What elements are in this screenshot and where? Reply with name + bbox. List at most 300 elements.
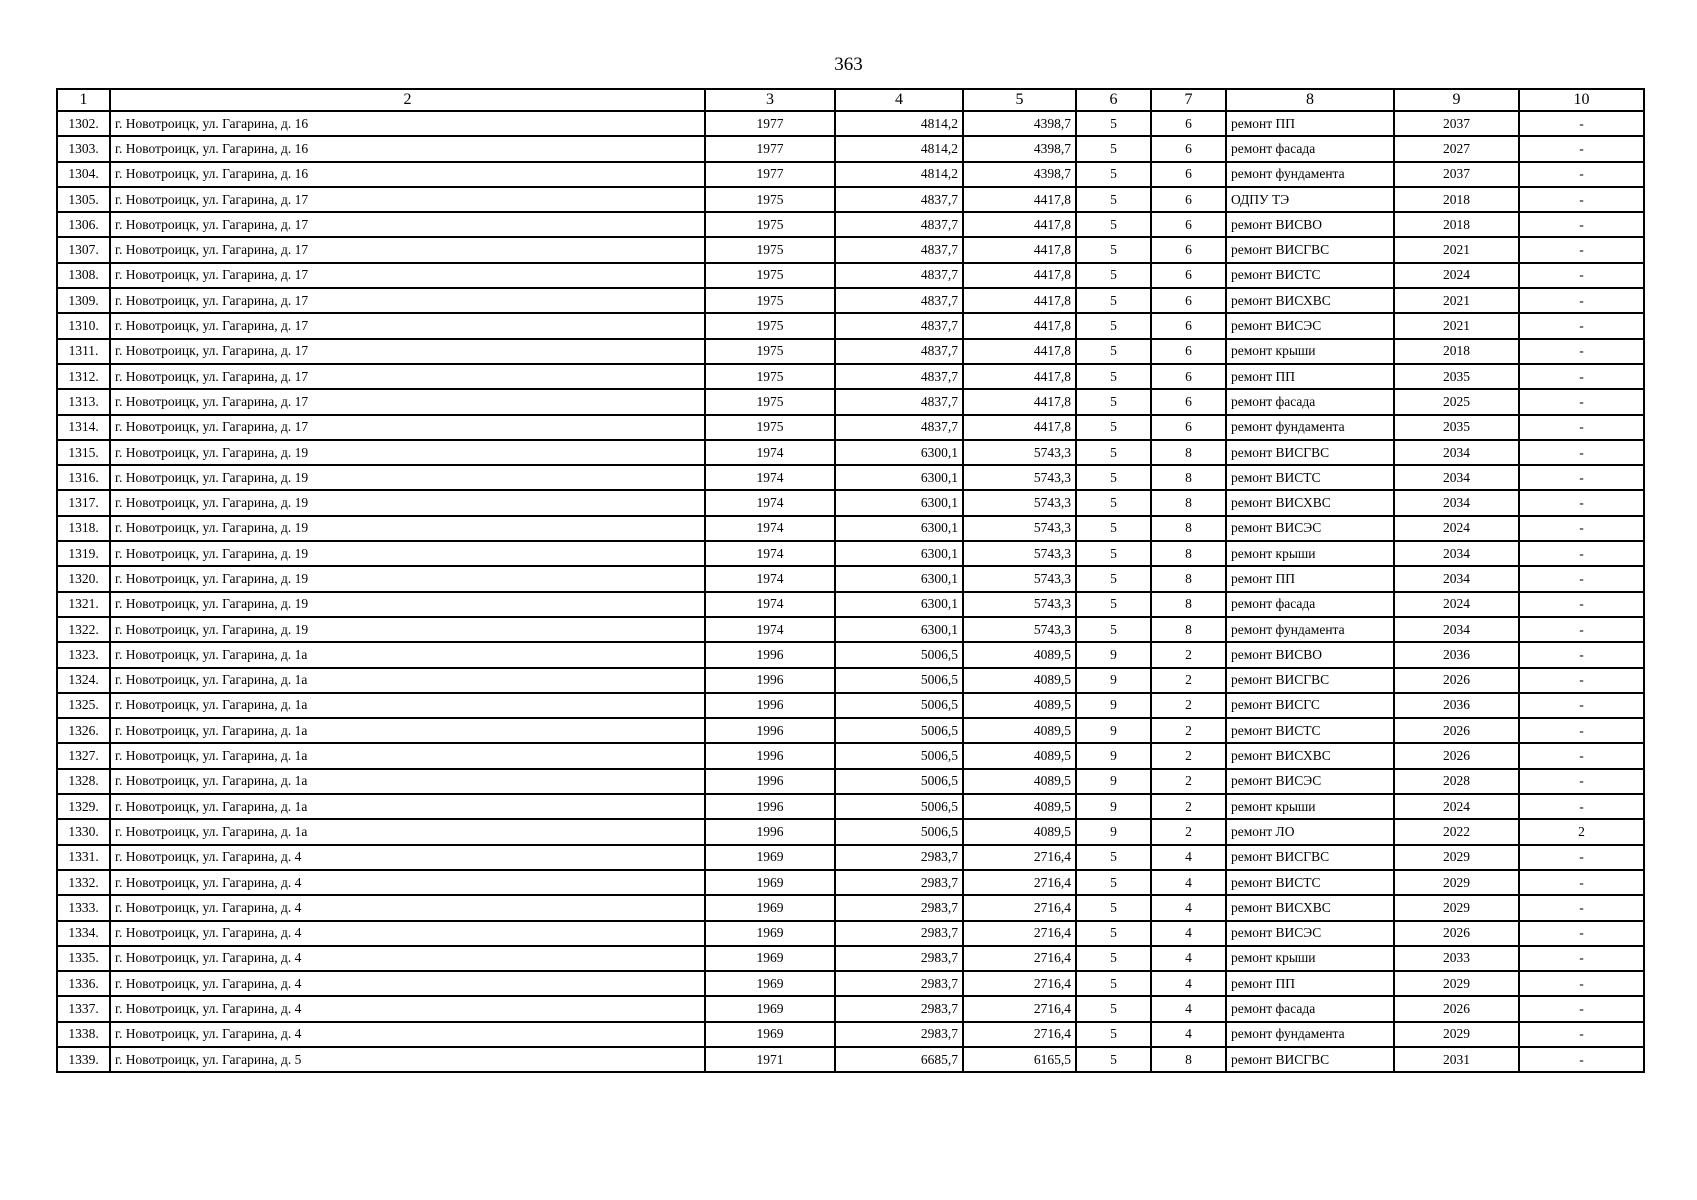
cell-year-built: 1975 [705, 237, 835, 262]
cell-work-type: ремонт крыши [1226, 946, 1394, 971]
cell-year-built: 1974 [705, 490, 835, 515]
cell-year-built: 1975 [705, 187, 835, 212]
cell-floors: 5 [1076, 971, 1151, 996]
cell-row-number: 1312. [57, 364, 110, 389]
column-header-4: 4 [835, 89, 963, 111]
cell-year-built: 1969 [705, 870, 835, 895]
cell-year-built: 1969 [705, 1022, 835, 1047]
cell-value: - [1519, 1022, 1644, 1047]
cell-floors: 5 [1076, 415, 1151, 440]
cell-year-built: 1975 [705, 415, 835, 440]
cell-planned-year: 2026 [1394, 718, 1519, 743]
cell-work-type: ремонт ВИСТС [1226, 465, 1394, 490]
cell-value: - [1519, 895, 1644, 920]
cell-work-type: ремонт фундамента [1226, 617, 1394, 642]
cell-total-area: 6300,1 [835, 440, 963, 465]
cell-row-number: 1321. [57, 592, 110, 617]
cell-address: г. Новотроицк, ул. Гагарина, д. 4 [110, 921, 705, 946]
cell-row-number: 1303. [57, 136, 110, 161]
cell-value: - [1519, 490, 1644, 515]
cell-entrances: 6 [1151, 415, 1226, 440]
table-row [57, 415, 1644, 440]
cell-row-number: 1328. [57, 769, 110, 794]
cell-value: - [1519, 668, 1644, 693]
cell-value: - [1519, 440, 1644, 465]
cell-work-type: ремонт ВИСГВС [1226, 668, 1394, 693]
cell-year-built: 1977 [705, 162, 835, 187]
cell-address: г. Новотроицк, ул. Гагарина, д. 4 [110, 895, 705, 920]
cell-work-type: ремонт ВИСГС [1226, 693, 1394, 718]
cell-year-built: 1975 [705, 288, 835, 313]
cell-floors: 5 [1076, 895, 1151, 920]
cell-planned-year: 2029 [1394, 895, 1519, 920]
cell-year-built: 1996 [705, 693, 835, 718]
table-row [57, 819, 1644, 844]
cell-planned-year: 2018 [1394, 212, 1519, 237]
cell-total-area: 6300,1 [835, 490, 963, 515]
cell-planned-year: 2025 [1394, 389, 1519, 414]
column-header-5: 5 [963, 89, 1076, 111]
cell-planned-year: 2026 [1394, 668, 1519, 693]
cell-living-area: 6165,5 [963, 1047, 1076, 1072]
table-row [57, 794, 1644, 819]
cell-planned-year: 2036 [1394, 693, 1519, 718]
cell-work-type: ремонт ВИСЭС [1226, 516, 1394, 541]
cell-floors: 5 [1076, 339, 1151, 364]
cell-address: г. Новотроицк, ул. Гагарина, д. 17 [110, 415, 705, 440]
cell-total-area: 4837,7 [835, 389, 963, 414]
cell-entrances: 4 [1151, 1022, 1226, 1047]
cell-address: г. Новотроицк, ул. Гагарина, д. 17 [110, 187, 705, 212]
cell-planned-year: 2033 [1394, 946, 1519, 971]
cell-floors: 5 [1076, 162, 1151, 187]
cell-total-area: 2983,7 [835, 1022, 963, 1047]
cell-living-area: 2716,4 [963, 946, 1076, 971]
cell-planned-year: 2022 [1394, 819, 1519, 844]
cell-total-area: 2983,7 [835, 870, 963, 895]
cell-work-type: ОДПУ ТЭ [1226, 187, 1394, 212]
cell-year-built: 1996 [705, 743, 835, 768]
table-row [57, 440, 1644, 465]
cell-address: г. Новотроицк, ул. Гагарина, д. 17 [110, 212, 705, 237]
registry-table [56, 88, 1645, 1073]
cell-work-type: ремонт фундамента [1226, 162, 1394, 187]
cell-entrances: 8 [1151, 490, 1226, 515]
cell-living-area: 4417,8 [963, 339, 1076, 364]
cell-living-area: 4417,8 [963, 415, 1076, 440]
cell-total-area: 5006,5 [835, 819, 963, 844]
cell-row-number: 1310. [57, 313, 110, 338]
cell-row-number: 1338. [57, 1022, 110, 1047]
cell-living-area: 2716,4 [963, 1022, 1076, 1047]
cell-year-built: 1974 [705, 592, 835, 617]
cell-living-area: 2716,4 [963, 845, 1076, 870]
cell-address: г. Новотроицк, ул. Гагарина, д. 19 [110, 440, 705, 465]
cell-floors: 5 [1076, 566, 1151, 591]
cell-total-area: 2983,7 [835, 996, 963, 1021]
table-row [57, 769, 1644, 794]
header-row [57, 89, 1644, 111]
column-header-6: 6 [1076, 89, 1151, 111]
cell-entrances: 4 [1151, 996, 1226, 1021]
cell-work-type: ремонт ВИСХВС [1226, 490, 1394, 515]
cell-value: - [1519, 389, 1644, 414]
cell-entrances: 8 [1151, 566, 1226, 591]
cell-living-area: 4417,8 [963, 364, 1076, 389]
cell-planned-year: 2024 [1394, 794, 1519, 819]
cell-work-type: ремонт ВИСГВС [1226, 1047, 1394, 1072]
cell-living-area: 4398,7 [963, 136, 1076, 161]
cell-value: - [1519, 339, 1644, 364]
cell-year-built: 1977 [705, 111, 835, 136]
table-row [57, 465, 1644, 490]
cell-work-type: ремонт фундамента [1226, 1022, 1394, 1047]
cell-total-area: 5006,5 [835, 668, 963, 693]
cell-value: - [1519, 1047, 1644, 1072]
column-header-2: 2 [110, 89, 705, 111]
cell-entrances: 8 [1151, 541, 1226, 566]
cell-address: г. Новотроицк, ул. Гагарина, д. 1а [110, 819, 705, 844]
cell-floors: 5 [1076, 136, 1151, 161]
cell-work-type: ремонт ПП [1226, 971, 1394, 996]
table-row [57, 592, 1644, 617]
table-row [57, 642, 1644, 667]
cell-year-built: 1996 [705, 819, 835, 844]
table-row [57, 566, 1644, 591]
cell-total-area: 4814,2 [835, 136, 963, 161]
cell-floors: 5 [1076, 212, 1151, 237]
cell-planned-year: 2027 [1394, 136, 1519, 161]
cell-planned-year: 2021 [1394, 237, 1519, 262]
cell-address: г. Новотроицк, ул. Гагарина, д. 19 [110, 516, 705, 541]
table-row [57, 516, 1644, 541]
cell-entrances: 4 [1151, 921, 1226, 946]
cell-entrances: 6 [1151, 187, 1226, 212]
cell-year-built: 1996 [705, 718, 835, 743]
table-row [57, 895, 1644, 920]
cell-year-built: 1996 [705, 794, 835, 819]
cell-planned-year: 2037 [1394, 111, 1519, 136]
cell-total-area: 4837,7 [835, 415, 963, 440]
cell-row-number: 1326. [57, 718, 110, 743]
cell-address: г. Новотроицк, ул. Гагарина, д. 4 [110, 971, 705, 996]
cell-row-number: 1311. [57, 339, 110, 364]
cell-value: - [1519, 946, 1644, 971]
cell-value: - [1519, 415, 1644, 440]
cell-total-area: 4837,7 [835, 364, 963, 389]
table-row [57, 870, 1644, 895]
table-row [57, 237, 1644, 262]
column-header-7: 7 [1151, 89, 1226, 111]
cell-year-built: 1969 [705, 971, 835, 996]
cell-living-area: 4089,5 [963, 794, 1076, 819]
cell-entrances: 2 [1151, 668, 1226, 693]
cell-floors: 9 [1076, 743, 1151, 768]
cell-address: г. Новотроицк, ул. Гагарина, д. 4 [110, 946, 705, 971]
cell-planned-year: 2035 [1394, 364, 1519, 389]
cell-living-area: 4417,8 [963, 212, 1076, 237]
cell-address: г. Новотроицк, ул. Гагарина, д. 17 [110, 389, 705, 414]
cell-floors: 5 [1076, 313, 1151, 338]
table-row [57, 921, 1644, 946]
cell-row-number: 1339. [57, 1047, 110, 1072]
cell-floors: 9 [1076, 668, 1151, 693]
cell-living-area: 4417,8 [963, 187, 1076, 212]
cell-work-type: ремонт ЛО [1226, 819, 1394, 844]
cell-year-built: 1975 [705, 212, 835, 237]
cell-entrances: 8 [1151, 617, 1226, 642]
cell-planned-year: 2029 [1394, 971, 1519, 996]
cell-value: - [1519, 592, 1644, 617]
cell-total-area: 4837,7 [835, 263, 963, 288]
cell-planned-year: 2034 [1394, 465, 1519, 490]
cell-row-number: 1332. [57, 870, 110, 895]
cell-planned-year: 2031 [1394, 1047, 1519, 1072]
cell-floors: 5 [1076, 263, 1151, 288]
cell-work-type: ремонт фундамента [1226, 415, 1394, 440]
cell-living-area: 4417,8 [963, 237, 1076, 262]
cell-address: г. Новотроицк, ул. Гагарина, д. 17 [110, 364, 705, 389]
cell-value: - [1519, 212, 1644, 237]
cell-entrances: 6 [1151, 339, 1226, 364]
cell-address: г. Новотроицк, ул. Гагарина, д. 19 [110, 566, 705, 591]
cell-row-number: 1314. [57, 415, 110, 440]
cell-work-type: ремонт ВИСГВС [1226, 440, 1394, 465]
cell-floors: 5 [1076, 617, 1151, 642]
cell-total-area: 5006,5 [835, 642, 963, 667]
cell-address: г. Новотроицк, ул. Гагарина, д. 16 [110, 136, 705, 161]
cell-entrances: 6 [1151, 111, 1226, 136]
cell-living-area: 2716,4 [963, 921, 1076, 946]
cell-work-type: ремонт ВИСЭС [1226, 769, 1394, 794]
cell-row-number: 1316. [57, 465, 110, 490]
cell-value: - [1519, 111, 1644, 136]
cell-total-area: 2983,7 [835, 921, 963, 946]
table-body [57, 111, 1644, 1072]
cell-floors: 5 [1076, 440, 1151, 465]
table-row [57, 1022, 1644, 1047]
cell-address: г. Новотроицк, ул. Гагарина, д. 19 [110, 465, 705, 490]
table-row [57, 187, 1644, 212]
cell-work-type: ремонт ВИСХВС [1226, 743, 1394, 768]
cell-value: 2 [1519, 819, 1644, 844]
cell-address: г. Новотроицк, ул. Гагарина, д. 1а [110, 794, 705, 819]
cell-work-type: ремонт фасада [1226, 136, 1394, 161]
cell-total-area: 4814,2 [835, 162, 963, 187]
cell-planned-year: 2034 [1394, 541, 1519, 566]
cell-planned-year: 2029 [1394, 845, 1519, 870]
cell-floors: 5 [1076, 1022, 1151, 1047]
cell-total-area: 6300,1 [835, 617, 963, 642]
table-row [57, 364, 1644, 389]
cell-planned-year: 2018 [1394, 339, 1519, 364]
cell-work-type: ремонт ВИСТС [1226, 263, 1394, 288]
cell-row-number: 1318. [57, 516, 110, 541]
cell-work-type: ремонт ВИСВО [1226, 642, 1394, 667]
cell-floors: 5 [1076, 237, 1151, 262]
cell-living-area: 4417,8 [963, 389, 1076, 414]
cell-work-type: ремонт фасада [1226, 592, 1394, 617]
cell-work-type: ремонт ВИСЭС [1226, 921, 1394, 946]
table-row [57, 212, 1644, 237]
cell-floors: 5 [1076, 288, 1151, 313]
cell-year-built: 1977 [705, 136, 835, 161]
cell-living-area: 2716,4 [963, 971, 1076, 996]
cell-work-type: ремонт ПП [1226, 566, 1394, 591]
cell-total-area: 6300,1 [835, 516, 963, 541]
cell-entrances: 6 [1151, 313, 1226, 338]
cell-year-built: 1974 [705, 566, 835, 591]
cell-planned-year: 2034 [1394, 440, 1519, 465]
cell-living-area: 5743,3 [963, 566, 1076, 591]
cell-work-type: ремонт ВИСВО [1226, 212, 1394, 237]
cell-row-number: 1322. [57, 617, 110, 642]
cell-entrances: 4 [1151, 971, 1226, 996]
table-row [57, 339, 1644, 364]
cell-row-number: 1327. [57, 743, 110, 768]
cell-living-area: 4089,5 [963, 743, 1076, 768]
cell-year-built: 1969 [705, 921, 835, 946]
cell-year-built: 1969 [705, 996, 835, 1021]
table-row [57, 1047, 1644, 1072]
page-number: 363 [834, 54, 863, 75]
cell-floors: 5 [1076, 541, 1151, 566]
cell-row-number: 1323. [57, 642, 110, 667]
cell-value: - [1519, 794, 1644, 819]
cell-floors: 5 [1076, 516, 1151, 541]
cell-value: - [1519, 718, 1644, 743]
cell-planned-year: 2028 [1394, 769, 1519, 794]
table-row [57, 693, 1644, 718]
cell-entrances: 2 [1151, 718, 1226, 743]
column-header-1: 1 [57, 89, 110, 111]
cell-living-area: 4089,5 [963, 819, 1076, 844]
cell-work-type: ремонт фасада [1226, 389, 1394, 414]
cell-planned-year: 2021 [1394, 288, 1519, 313]
cell-total-area: 5006,5 [835, 718, 963, 743]
cell-value: - [1519, 743, 1644, 768]
cell-row-number: 1319. [57, 541, 110, 566]
cell-floors: 9 [1076, 693, 1151, 718]
cell-year-built: 1975 [705, 364, 835, 389]
cell-entrances: 8 [1151, 592, 1226, 617]
cell-entrances: 6 [1151, 237, 1226, 262]
cell-living-area: 5743,3 [963, 592, 1076, 617]
cell-planned-year: 2021 [1394, 313, 1519, 338]
table-row [57, 389, 1644, 414]
cell-planned-year: 2024 [1394, 516, 1519, 541]
cell-row-number: 1329. [57, 794, 110, 819]
cell-floors: 5 [1076, 465, 1151, 490]
cell-work-type: ремонт ВИСЭС [1226, 313, 1394, 338]
cell-work-type: ремонт ВИСТС [1226, 870, 1394, 895]
table-row [57, 162, 1644, 187]
cell-address: г. Новотроицк, ул. Гагарина, д. 16 [110, 111, 705, 136]
column-header-9: 9 [1394, 89, 1519, 111]
cell-year-built: 1974 [705, 541, 835, 566]
cell-total-area: 4837,7 [835, 288, 963, 313]
cell-row-number: 1317. [57, 490, 110, 515]
column-header-3: 3 [705, 89, 835, 111]
column-header-10: 10 [1519, 89, 1644, 111]
cell-planned-year: 2034 [1394, 566, 1519, 591]
cell-value: - [1519, 870, 1644, 895]
table-row [57, 490, 1644, 515]
cell-total-area: 2983,7 [835, 971, 963, 996]
cell-address: г. Новотроицк, ул. Гагарина, д. 4 [110, 870, 705, 895]
cell-row-number: 1334. [57, 921, 110, 946]
cell-planned-year: 2036 [1394, 642, 1519, 667]
cell-living-area: 4398,7 [963, 162, 1076, 187]
cell-living-area: 4089,5 [963, 642, 1076, 667]
table-row [57, 845, 1644, 870]
cell-year-built: 1996 [705, 668, 835, 693]
cell-address: г. Новотроицк, ул. Гагарина, д. 19 [110, 617, 705, 642]
cell-value: - [1519, 364, 1644, 389]
cell-row-number: 1307. [57, 237, 110, 262]
cell-value: - [1519, 642, 1644, 667]
table-row [57, 263, 1644, 288]
cell-entrances: 8 [1151, 516, 1226, 541]
cell-row-number: 1320. [57, 566, 110, 591]
table-row [57, 743, 1644, 768]
cell-address: г. Новотроицк, ул. Гагарина, д. 16 [110, 162, 705, 187]
cell-planned-year: 2026 [1394, 743, 1519, 768]
cell-entrances: 4 [1151, 870, 1226, 895]
cell-living-area: 5743,3 [963, 516, 1076, 541]
cell-value: - [1519, 263, 1644, 288]
cell-total-area: 2983,7 [835, 845, 963, 870]
cell-address: г. Новотроицк, ул. Гагарина, д. 4 [110, 996, 705, 1021]
cell-value: - [1519, 617, 1644, 642]
cell-row-number: 1335. [57, 946, 110, 971]
cell-work-type: ремонт ВИСТС [1226, 718, 1394, 743]
cell-value: - [1519, 566, 1644, 591]
cell-year-built: 1969 [705, 845, 835, 870]
cell-address: г. Новотроицк, ул. Гагарина, д. 5 [110, 1047, 705, 1072]
cell-living-area: 5743,3 [963, 465, 1076, 490]
table-row [57, 313, 1644, 338]
cell-entrances: 6 [1151, 288, 1226, 313]
cell-value: - [1519, 996, 1644, 1021]
cell-planned-year: 2024 [1394, 592, 1519, 617]
cell-value: - [1519, 465, 1644, 490]
cell-entrances: 8 [1151, 1047, 1226, 1072]
cell-planned-year: 2029 [1394, 870, 1519, 895]
cell-value: - [1519, 693, 1644, 718]
cell-value: - [1519, 237, 1644, 262]
cell-floors: 9 [1076, 718, 1151, 743]
cell-value: - [1519, 187, 1644, 212]
cell-total-area: 6300,1 [835, 592, 963, 617]
cell-living-area: 4089,5 [963, 693, 1076, 718]
table-row [57, 541, 1644, 566]
cell-entrances: 6 [1151, 212, 1226, 237]
cell-row-number: 1305. [57, 187, 110, 212]
cell-value: - [1519, 136, 1644, 161]
cell-address: г. Новотроицк, ул. Гагарина, д. 17 [110, 288, 705, 313]
cell-year-built: 1975 [705, 313, 835, 338]
table-row [57, 946, 1644, 971]
cell-work-type: ремонт ВИСГВС [1226, 237, 1394, 262]
cell-living-area: 4417,8 [963, 263, 1076, 288]
cell-value: - [1519, 921, 1644, 946]
cell-total-area: 5006,5 [835, 693, 963, 718]
cell-living-area: 4417,8 [963, 288, 1076, 313]
cell-year-built: 1974 [705, 465, 835, 490]
cell-entrances: 2 [1151, 642, 1226, 667]
cell-address: г. Новотроицк, ул. Гагарина, д. 1а [110, 769, 705, 794]
